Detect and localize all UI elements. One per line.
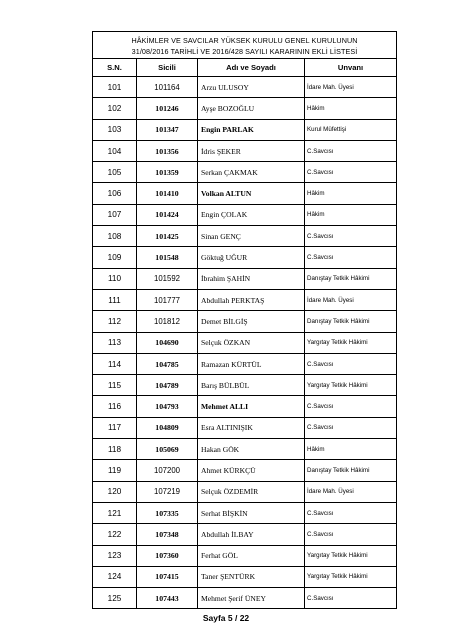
table-row — [93, 417, 397, 438]
row-unvan: İdare Mah. Üyesi — [305, 289, 397, 310]
row-name: Serhat BİŞKİN — [198, 502, 305, 523]
row-sn: 101 — [93, 77, 137, 98]
row-unvan: Yargıtay Tetkik Hâkimi — [305, 566, 397, 587]
table-row — [93, 162, 397, 183]
row-unvan: Hâkim — [305, 183, 397, 204]
row-sn: 103 — [93, 119, 137, 140]
table-row — [93, 332, 397, 353]
table-row — [93, 140, 397, 161]
row-sn: 120 — [93, 481, 137, 502]
row-sn: 125 — [93, 588, 137, 609]
row-sicil: 104793 — [137, 396, 198, 417]
table-row — [93, 247, 397, 268]
row-sicil: 107415 — [137, 566, 198, 587]
row-unvan: C.Savcısı — [305, 247, 397, 268]
row-unvan: Kurul Müfettişi — [305, 119, 397, 140]
row-sn: 122 — [93, 524, 137, 545]
row-sicil: 107360 — [137, 545, 198, 566]
row-sicil: 104789 — [137, 375, 198, 396]
row-sicil: 107443 — [137, 588, 198, 609]
row-sicil: 107335 — [137, 502, 198, 523]
table-row — [93, 77, 397, 98]
table-row — [93, 268, 397, 289]
row-sicil: 104785 — [137, 353, 198, 374]
row-sn: 121 — [93, 502, 137, 523]
row-sicil: 101347 — [137, 119, 198, 140]
row-name: Demet BİLGİŞ — [198, 311, 305, 332]
row-unvan: Yargıtay Tetkik Hâkimi — [305, 332, 397, 353]
row-unvan: C.Savcısı — [305, 353, 397, 374]
row-unvan: İdare Mah. Üyesi — [305, 77, 397, 98]
row-unvan: Hâkim — [305, 439, 397, 460]
row-unvan: C.Savcısı — [305, 417, 397, 438]
row-name: Engin PARLAK — [198, 119, 305, 140]
table-row — [93, 481, 397, 502]
row-name: Mehmet Şerif ÜNEY — [198, 588, 305, 609]
row-sicil: 101425 — [137, 226, 198, 247]
row-name: Abdullah İLBAY — [198, 524, 305, 545]
row-sn: 111 — [93, 289, 137, 310]
row-name: Göktuğ UĞUR — [198, 247, 305, 268]
table-row — [93, 183, 397, 204]
row-name: Serkan ÇAKMAK — [198, 162, 305, 183]
title-line-2: 31/08/2016 TARİHLİ VE 2016/428 SAYILI KARARININ EKLİ LİSTESİ — [131, 47, 358, 56]
row-sn: 109 — [93, 247, 137, 268]
table-row — [93, 226, 397, 247]
table-row — [93, 98, 397, 119]
table-row — [93, 353, 397, 374]
table-row — [93, 375, 397, 396]
row-unvan: Hâkim — [305, 98, 397, 119]
row-sicil: 101548 — [137, 247, 198, 268]
row-sn: 108 — [93, 226, 137, 247]
table-row — [93, 566, 397, 587]
row-name: Sinan GENÇ — [198, 226, 305, 247]
page-number: Sayfa 5 / 22 — [202, 613, 250, 623]
row-name: Ferhat GÖL — [198, 545, 305, 566]
row-sicil: 101164 — [137, 77, 198, 98]
row-sn: 117 — [93, 417, 137, 438]
row-sn: 124 — [93, 566, 137, 587]
header-sicil: Sicili — [137, 59, 198, 77]
header-sn: S.N. — [93, 59, 137, 77]
table-row — [93, 119, 397, 140]
row-name: Hakan GÖK — [198, 439, 305, 460]
personnel-table — [92, 31, 397, 609]
row-unvan: C.Savcısı — [305, 226, 397, 247]
table-row — [93, 311, 397, 332]
table-row — [93, 396, 397, 417]
table-row — [93, 588, 397, 609]
row-unvan: Danıştay Tetkik Hâkimi — [305, 460, 397, 481]
row-unvan: C.Savcısı — [305, 140, 397, 161]
row-name: Volkan ALTUN — [198, 183, 305, 204]
row-sn: 123 — [93, 545, 137, 566]
row-sn: 118 — [93, 439, 137, 460]
row-sicil: 101812 — [137, 311, 198, 332]
row-sn: 116 — [93, 396, 137, 417]
row-sn: 114 — [93, 353, 137, 374]
row-sicil: 107219 — [137, 481, 198, 502]
row-unvan: Yargıtay Tetkik Hâkimi — [305, 545, 397, 566]
row-sicil: 107200 — [137, 460, 198, 481]
document-title — [93, 32, 397, 59]
row-unvan: Danıştay Tetkik Hâkimi — [305, 311, 397, 332]
table-row — [93, 289, 397, 310]
header-unvan: Unvanı — [305, 59, 397, 77]
row-sn: 113 — [93, 332, 137, 353]
document-sheet — [92, 31, 396, 609]
row-unvan: Danıştay Tetkik Hâkimi — [305, 268, 397, 289]
row-sicil: 101424 — [137, 204, 198, 225]
row-sn: 107 — [93, 204, 137, 225]
row-unvan: C.Savcısı — [305, 162, 397, 183]
row-sicil: 104809 — [137, 417, 198, 438]
row-name: Mehmet ALLI — [198, 396, 305, 417]
row-name: Ahmet KÜRKÇÜ — [198, 460, 305, 481]
row-sicil: 101246 — [137, 98, 198, 119]
row-name: Abdullah PERKTAŞ — [198, 289, 305, 310]
row-unvan: C.Savcısı — [305, 588, 397, 609]
table-row — [93, 524, 397, 545]
row-name: Taner ŞENTÜRK — [198, 566, 305, 587]
row-sn: 106 — [93, 183, 137, 204]
row-name: Selçuk ÖZDEMİR — [198, 481, 305, 502]
row-unvan: C.Savcısı — [305, 502, 397, 523]
row-sicil: 101359 — [137, 162, 198, 183]
row-name: Engin ÇOLAK — [198, 204, 305, 225]
row-sn: 102 — [93, 98, 137, 119]
table-row — [93, 460, 397, 481]
row-sn: 115 — [93, 375, 137, 396]
row-sicil: 101777 — [137, 289, 198, 310]
row-name: Ayşe BOZOĞLU — [198, 98, 305, 119]
table-row — [93, 204, 397, 225]
row-sicil: 107348 — [137, 524, 198, 545]
row-sn: 104 — [93, 140, 137, 161]
row-unvan: Hâkim — [305, 204, 397, 225]
row-name: İdris ŞEKER — [198, 140, 305, 161]
row-unvan: Yargıtay Tetkik Hâkimi — [305, 375, 397, 396]
table-row — [93, 502, 397, 523]
row-sn: 110 — [93, 268, 137, 289]
row-name: Ramazan KÜRTÜL — [198, 353, 305, 374]
table-row — [93, 545, 397, 566]
table-row — [93, 439, 397, 460]
row-name: Esra ALTINIŞIK — [198, 417, 305, 438]
row-sn: 105 — [93, 162, 137, 183]
row-unvan: C.Savcısı — [305, 524, 397, 545]
row-sn: 119 — [93, 460, 137, 481]
row-name: İbrahim ŞAHİN — [198, 268, 305, 289]
row-sicil: 101592 — [137, 268, 198, 289]
row-name: Selçuk ÖZKAN — [198, 332, 305, 353]
table-body — [93, 77, 397, 609]
row-sicil: 104690 — [137, 332, 198, 353]
row-sn: 112 — [93, 311, 137, 332]
row-name: Barış BÜLBÜL — [198, 375, 305, 396]
header-name: Adı ve Soyadı — [198, 59, 305, 77]
title-line-1: HÂKİMLER VE SAVCILAR YÜKSEK KURULU GENEL KURULUNUN — [131, 36, 358, 45]
row-sicil: 101410 — [137, 183, 198, 204]
row-unvan: İdare Mah. Üyesi — [305, 481, 397, 502]
row-unvan: C.Savcısı — [305, 396, 397, 417]
column-header-row — [93, 59, 397, 77]
row-sicil: 101356 — [137, 140, 198, 161]
row-name: Arzu ULUSOY — [198, 77, 305, 98]
row-sicil: 105069 — [137, 439, 198, 460]
